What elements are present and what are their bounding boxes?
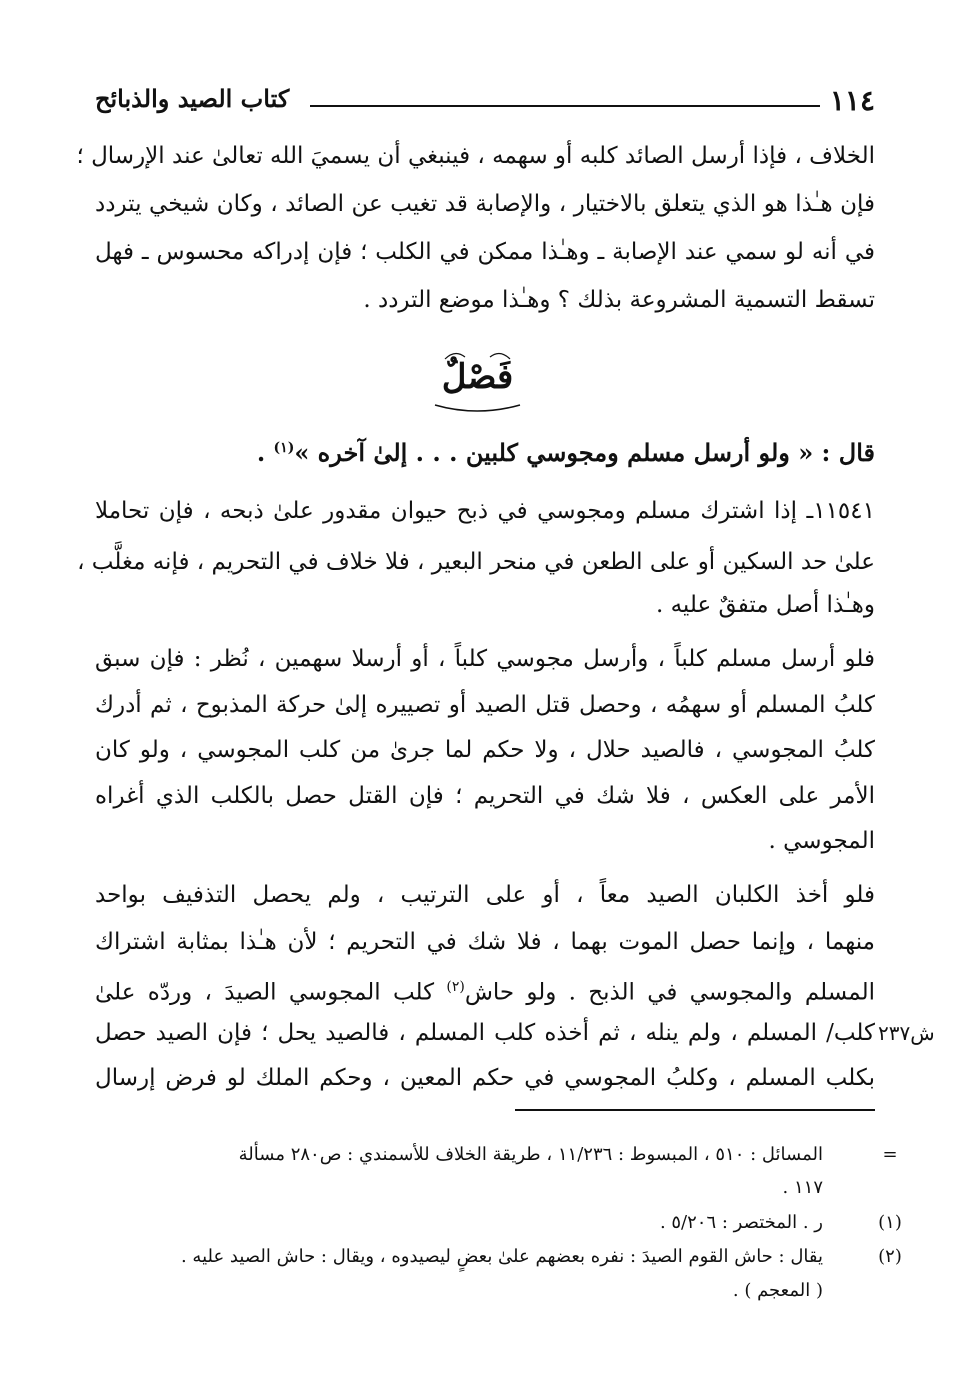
text-line: الأمر على العكس ، فلا شك في التحريم ؛ فإن القتل حصل بالكلب الذي أغراه (95, 783, 875, 809)
text-line: وهـٰذا أصل متفقٌ عليه . (655, 592, 875, 618)
footnote-line: ر . المختصر : ٥/٢٠٦ . (659, 1212, 823, 1233)
footnote-ref: (١) (273, 440, 295, 456)
header-rule (310, 105, 820, 107)
line-start: المسلم والمجوسي في الذبح . ولو حاش (464, 979, 875, 1006)
text-line: فلو أخذ الكلبان الصيد معاً ، أو على الترتيب ، ولم يحصل التذفيف بواحد (95, 882, 875, 908)
text-line: في أنه لو سمي عند الإصابة ـ وهـٰذا ممكن في الكلب ؛ فإن إدراكه محسوس ـ فهل (95, 239, 875, 265)
text-line: كلبُ المسلم أو سهمُه ، وحصل قتل الصيد أو تصييره إلىٰ حركة المذبوح ، ثم أدرك (95, 692, 875, 718)
footnote-mark: (١) (878, 1212, 902, 1233)
text-line: فلو أرسل مسلم كلباً ، وأرسل مجوسي كلباً ، أو أرسلا سهمين ، نُظر : فإن سبق (95, 646, 875, 672)
text-line: علىٰ حد السكين أو على الطعن في منحر البعير ، فلا خلاف في التحريم ، فإنه مغلَّب ، (77, 549, 875, 575)
footnote-mark: (٢) (878, 1246, 902, 1267)
page-number: ١١٤ (829, 84, 875, 117)
text-line: بكلب المسلم ، وكلبُ المجوسي في حكم المعين ، وحكم الملك لو فرض إرسال (95, 1065, 875, 1091)
text-line (95, 964, 875, 1010)
footnote-line: المسائل : ٥١٠ ، المبسوط : ١١/٢٣٦ ، طريقة الخلاف للأسمندي : ص٢٨٠ مسألة (238, 1144, 823, 1165)
quote-end: . (256, 438, 274, 467)
section-ornament (425, 345, 530, 417)
quoted-statement (257, 425, 875, 471)
page-header (95, 84, 875, 124)
text-line: تسقط التسمية المشروعة بذلك ؟ وهـٰذا موضع التردد . (363, 287, 875, 313)
footnote-ref: (٢) (446, 979, 465, 995)
margin-note: ش٢٣٧ (878, 1021, 935, 1045)
running-title: كتاب الصيد والذبائح (95, 84, 290, 113)
footnote-line: ١١٧ . (782, 1177, 823, 1198)
text-line: كلب/ المسلم ، ولم ينله ، ثم أخذه كلب المسلم ، فالصيد يحل ؛ فإن الصيد حصل (95, 1020, 875, 1046)
text-line: الخلاف ، فإذا أرسل الصائد كلبه أو سهمه ، فينبغي أن يسميَ الله تعالىٰ عند الإرسال ؛ (76, 143, 875, 169)
text-line: فإن هـٰذا هو الذي يتعلق بالاختيار ، والإصابة قد تغيب عن الصائد ، وكان شيخي يتردد (95, 191, 875, 217)
footnote-line: يقال : حاش القوم الصيدَ : نفره بعضهم علىٰ بعضٍ ليصيدوه ، ويقال : حاش الصيد عليه . (180, 1246, 823, 1267)
text-line: المجوسي . (768, 828, 875, 854)
footnote-continuation-mark: = (882, 1144, 898, 1165)
footnote-line: ( المعجم ) . (732, 1280, 823, 1301)
section-heading-fasl: فَصْلٌ (441, 357, 514, 397)
text-line: منهما ، وإنما حصل الموت بهما ، فلا شك في التحريم ؛ لأن هـٰذا بمثابة اشتراك (95, 929, 875, 955)
text-line: كلبُ المجوسي ، فالصيد حلال ، ولا حكم لما جرىٰ من كلب المجوسي ، ولو كان (95, 737, 875, 763)
footnote-rule (515, 1109, 875, 1111)
quote-text: قال : « ولو أرسل مسلم ومجوسي كلبين . . . إلىٰ آخره » (294, 438, 875, 467)
text-line: ١١٥٤١ـ إذا اشترك مسلم ومجوسي في ذبح حيوان مقدور علىٰ ذبحه ، فإن تحاملا (95, 498, 875, 524)
line-rest: كلب المجوسي الصيدَ ، وردّه علىٰ (95, 979, 447, 1006)
